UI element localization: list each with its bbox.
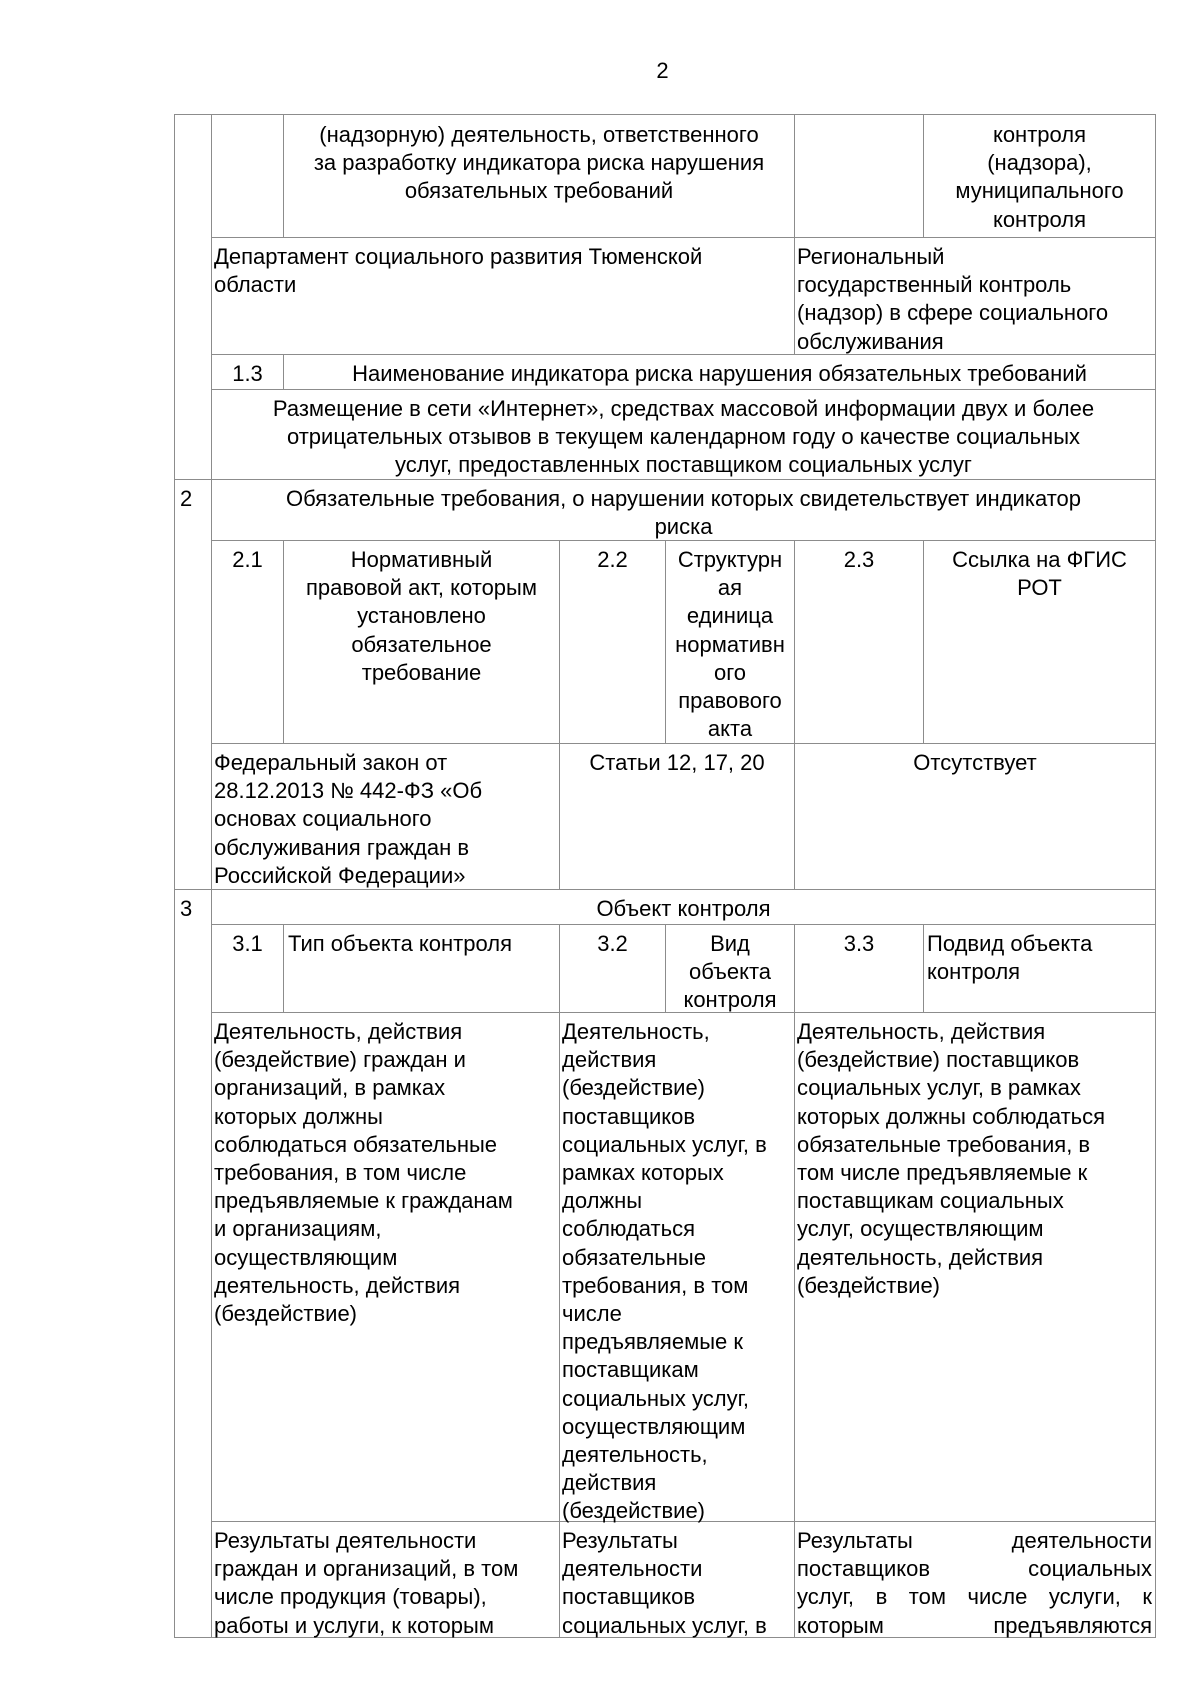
object-kind-heading: Вид объекта контроля: [683, 931, 777, 1013]
fgis-rot-heading: Ссылка на ФГИС РОТ: [952, 547, 1127, 601]
results-type-text: Результаты деятельности граждан и организаций, в том числе продукция (товары), работы и услуги, к которым: [214, 1528, 519, 1638]
item-number-3-2: 3.2: [597, 931, 628, 956]
section-number-2: 2: [180, 486, 193, 511]
results-kind-text: Результаты деятельности поставщиков социальных услуг, в: [562, 1528, 767, 1638]
activity-type-text: Деятельность, действия (бездействие) граждан и организаций, в рамках которых должны соблюдаться обязательные требования, в том числе предъявляемые к гражданам и организациям, осуществляющим деятельность, действия (бездействие): [214, 1019, 513, 1327]
control-type-text: контроля (надзора), муниципального контроля: [955, 122, 1124, 232]
item-number-3-1: 3.1: [232, 931, 263, 956]
item-number-3-3: 3.3: [843, 931, 875, 956]
page-number: 2: [656, 58, 669, 83]
object-subkind-heading: Подвид объекта контроля: [927, 931, 1093, 985]
activity-kind-text: Деятельность, действия (бездействие) поставщиков социальных услуг, в рамках которых должны соблюдаться обязательные требования, в том числе предъявляемые к поставщикам социальных услуг, осуществляющим деятельность, действия (бездействие): [562, 1019, 767, 1524]
fgis-rot-absent: Отсутствует: [913, 750, 1037, 775]
structural-unit-heading: Структурн ая единица нормативн ого правового акта: [675, 547, 785, 742]
section-2-title: Обязательные требования, о нарушении которых свидетельствует индикатор риска: [285, 486, 1081, 540]
item-number-2-3: 2.3: [843, 547, 875, 572]
department-name: Департамент социального развития Тюменской области: [214, 244, 703, 298]
regional-control-text: Региональный государственный контроль (надзор) в сфере социального обслуживания: [797, 244, 1109, 354]
object-type-heading: Тип объекта контроля: [288, 931, 512, 956]
federal-law-reference: Федеральный закон от 28.12.2013 № 442-ФЗ «Об основах социального обслуживания граждан в Российской Федерации»: [214, 750, 483, 888]
responsible-unit-text: (надзорную) деятельность, ответственного за разработку индикатора риска нарушения обязательных требований: [313, 122, 765, 204]
indicator-name-heading: Наименование индикатора риска нарушения обязательных требований: [352, 361, 1087, 386]
activity-subkind-text: Деятельность, действия (бездействие) поставщиков социальных услуг, в рамках которых должны соблюдаться обязательные требования, в том числе предъявляемые к поставщикам социальных услуг, осуществляющим деятельность, действия (бездействие): [797, 1019, 1106, 1298]
legal-act-heading: Нормативный правовой акт, которым установлено обязательное требование: [306, 547, 537, 685]
section-3-title: Объект контроля: [596, 896, 771, 921]
item-number-2-2: 2.2: [597, 547, 628, 572]
indicator-description: Размещение в сети «Интернет», средствах массовой информации двух и более отрицательных отзывов в текущем календарном году о качестве социальных услуг, предоставленных поставщиком социальных услуг: [272, 396, 1095, 478]
item-number-1-3: 1.3: [232, 361, 263, 386]
section-number-3: 3: [180, 896, 193, 921]
results-subkind-text: Результаты деятельности поставщиков социальных услуг, в том числе услуги, к которым предъявляются: [797, 1528, 1152, 1638]
item-number-2-1: 2.1: [232, 547, 263, 572]
law-articles: Статьи 12, 17, 20: [589, 750, 765, 775]
